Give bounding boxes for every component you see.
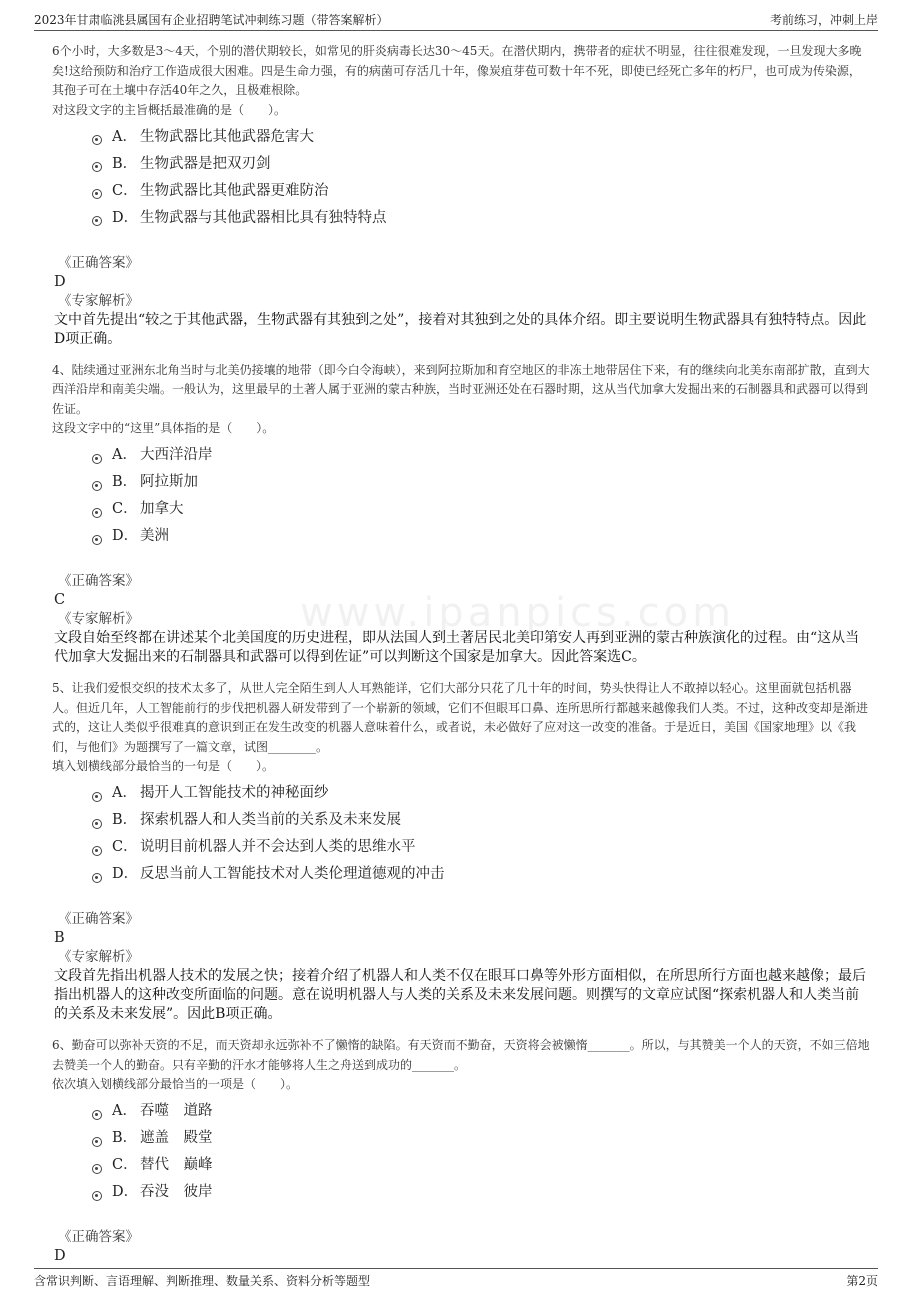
- page-number: 第2页: [846, 1274, 878, 1288]
- answer-block: [52, 254, 872, 349]
- option-d[interactable]: D． 反思当前人工智能技术对人类伦理道德观的冲击: [92, 861, 872, 888]
- question-prompt: 这段文字中的“这里”具体指的是（ ）。: [52, 421, 275, 435]
- explanation-heading: 《专家解析》: [58, 949, 139, 965]
- radio-icon[interactable]: [92, 846, 102, 856]
- option-list: [92, 442, 872, 550]
- option-a[interactable]: A． 吞噬 道路: [92, 1098, 872, 1125]
- option-c[interactable]: C． 说明目前机器人并不会达到人类的思维水平: [92, 834, 872, 861]
- option-list: [92, 780, 872, 888]
- answer-block: [52, 572, 872, 667]
- option-a[interactable]: A． 揭开人工智能技术的神秘面纱: [92, 780, 872, 807]
- radio-icon[interactable]: [92, 535, 102, 545]
- answer-value: B: [54, 930, 65, 946]
- option-b[interactable]: B． 探索机器人和人类当前的关系及未来发展: [92, 807, 872, 834]
- answer-heading: 《正确答案》: [58, 911, 139, 927]
- question-passage: 4、陆续通过亚洲东北角当时与北美仍接壤的地带（即今白令海峡），来到阿拉斯加和育空地区的非冻土地带居住下来，有的继续向北美东南部扩散，直到大西洋沿岸和南美尖端。一般认为，这里最早的土著人属于亚洲的蒙古种族，当时亚洲还处在石器时期，这从当代加拿大发掘出来的石制器具和武器可以得到佐证。: [52, 362, 870, 416]
- answer-heading: 《正确答案》: [58, 254, 139, 271]
- radio-icon[interactable]: [92, 162, 102, 172]
- option-c[interactable]: C． 加拿大: [92, 496, 872, 523]
- header-divider: [34, 30, 878, 31]
- question-prompt: 对这段文字的主旨概括最准确的是（ ）。: [52, 102, 287, 117]
- radio-icon[interactable]: [92, 1191, 102, 1201]
- radio-icon[interactable]: [92, 135, 102, 145]
- explanation-heading: 《专家解析》: [58, 611, 139, 627]
- option-list: [92, 1098, 872, 1206]
- header-slogan: 考前练习，冲刺上岸: [769, 13, 878, 27]
- footer-divider: [34, 1268, 878, 1269]
- radio-icon[interactable]: [92, 1110, 102, 1120]
- radio-icon[interactable]: [92, 189, 102, 199]
- question-prompt: 填入划横线部分最恰当的一句是（ ）。: [52, 759, 275, 773]
- answer-block: [52, 1228, 872, 1266]
- watermark: www.ipanpics.com: [300, 590, 736, 636]
- answer-heading: 《正确答案》: [58, 573, 139, 589]
- option-c[interactable]: C． 替代 巅峰: [92, 1152, 872, 1179]
- explanation-text: 文段首先指出机器人技术的发展之快；接着介绍了机器人和人类不仅在眼耳口鼻等外形方面相似，在所思所行方面也越来越像；最后指出机器人的这种改变所面临的问题。意在说明机器人与人类的关系及未来发展问题。则撰写的文章应试图“探索机器人和人类当前的关系及未来发展”。因此B项正确。: [54, 968, 866, 1022]
- option-a[interactable]: A． 大西洋沿岸: [92, 442, 872, 469]
- option-c[interactable]: C． 生物武器比其他武器更难防治: [92, 178, 872, 205]
- radio-icon[interactable]: [92, 1137, 102, 1147]
- option-b[interactable]: B． 阿拉斯加: [92, 469, 872, 496]
- radio-icon[interactable]: [92, 1164, 102, 1174]
- question-passage: 6个小时，大多数是3～4天，个别的潜伏期较长，如常见的肝炎病毒长达30～45天。在潜伏期内，携带者的症状不明显，往往很难发现，一旦发现大多晚矣!这给预防和治疗工作造成很大困难。四是生命力强，有的病菌可存活几十年，像炭疽芽苞可数十年不死，即使已经死亡多年的朽尸，也可成为传染源，其孢子可在土壤中存活40年之久，且极难根除。: [52, 44, 862, 97]
- answer-value: D: [54, 1248, 66, 1264]
- option-b[interactable]: B． 遮盖 殿堂: [92, 1125, 872, 1152]
- radio-icon[interactable]: [92, 508, 102, 518]
- question-passage: 6、勤奋可以弥补天资的不足，而天资却永远弥补不了懒惰的缺陷。有天资而不勤奋，天资将会被懒惰_______。所以，与其赞美一个人的天资，不如三倍地去赞美一个人的勤奋。只有辛勤的汗水才能够将人生之舟送到成功的_______。: [52, 1038, 870, 1072]
- question-5: [52, 679, 872, 1024]
- radio-icon[interactable]: [92, 873, 102, 883]
- question-4: [52, 361, 872, 668]
- explanation-heading: 《专家解析》: [58, 292, 139, 309]
- question-passage: 5、让我们爱恨交织的技术太多了，从世人完全陌生到人人耳熟能详，它们大部分只花了几十年的时间，势头快得让人不敢掉以轻心。这里面就包括机器人。但近几年，人工智能前行的步伐把机器人研发带到了一个崭新的领域，它们不但眼耳口鼻、连所思所行都越来越像我们人类。不过，这种改变却是渐进式的，这让人类似乎很难真的意识到正在发生改变的机器人意味着什么，或者说，未必做好了应对这一改变的准备。于是近日，美国《国家地理》以《我们，与他们》为题撰写了一篇文章，试图________。: [52, 681, 869, 754]
- radio-icon[interactable]: [92, 216, 102, 226]
- question-3: [52, 42, 872, 349]
- page-content: [52, 42, 872, 1266]
- radio-icon[interactable]: [92, 454, 102, 464]
- document-title: 2023年甘肃临洮县属国有企业招聘笔试冲刺练习题（带答案解析）: [34, 13, 389, 27]
- footer-topics: 含常识判断、言语理解、判断推理、数量关系、资料分析等题型: [34, 1274, 371, 1288]
- radio-icon[interactable]: [92, 792, 102, 802]
- option-b[interactable]: B． 生物武器是把双刃剑: [92, 151, 872, 178]
- radio-icon[interactable]: [92, 819, 102, 829]
- option-d[interactable]: D． 吞没 彼岸: [92, 1179, 872, 1206]
- answer-value: C: [54, 592, 66, 608]
- question-prompt: 依次填入划横线部分最恰当的一项是（ ）。: [52, 1077, 299, 1091]
- answer-value: D: [54, 273, 66, 290]
- option-list: [92, 124, 872, 232]
- option-a[interactable]: A． 生物武器比其他武器危害大: [92, 124, 872, 151]
- question-6: [52, 1036, 872, 1266]
- answer-block: [52, 910, 872, 1024]
- option-d[interactable]: D． 美洲: [92, 523, 872, 550]
- page-header: [0, 0, 920, 30]
- answer-heading: 《正确答案》: [58, 1229, 139, 1245]
- explanation-text: 文中首先提出“较之于其他武器，生物武器有其独到之处”，接着对其独到之处的具体介绍。即主要说明生物武器具有独特特点。因此D项正确。: [54, 311, 867, 347]
- radio-icon[interactable]: [92, 481, 102, 491]
- explanation-text: 文段自始至终都在讲述某个北美国度的历史进程，即从法国人到土著居民北美印第安人再到亚洲的蒙古种族演化的过程。由“这从当代加拿大发掘出来的石制器具和武器可以得到佐证”可以判断这个国家是加拿大。因此答案选C。: [54, 630, 860, 665]
- option-d[interactable]: D． 生物武器与其他武器相比具有独特特点: [92, 205, 872, 232]
